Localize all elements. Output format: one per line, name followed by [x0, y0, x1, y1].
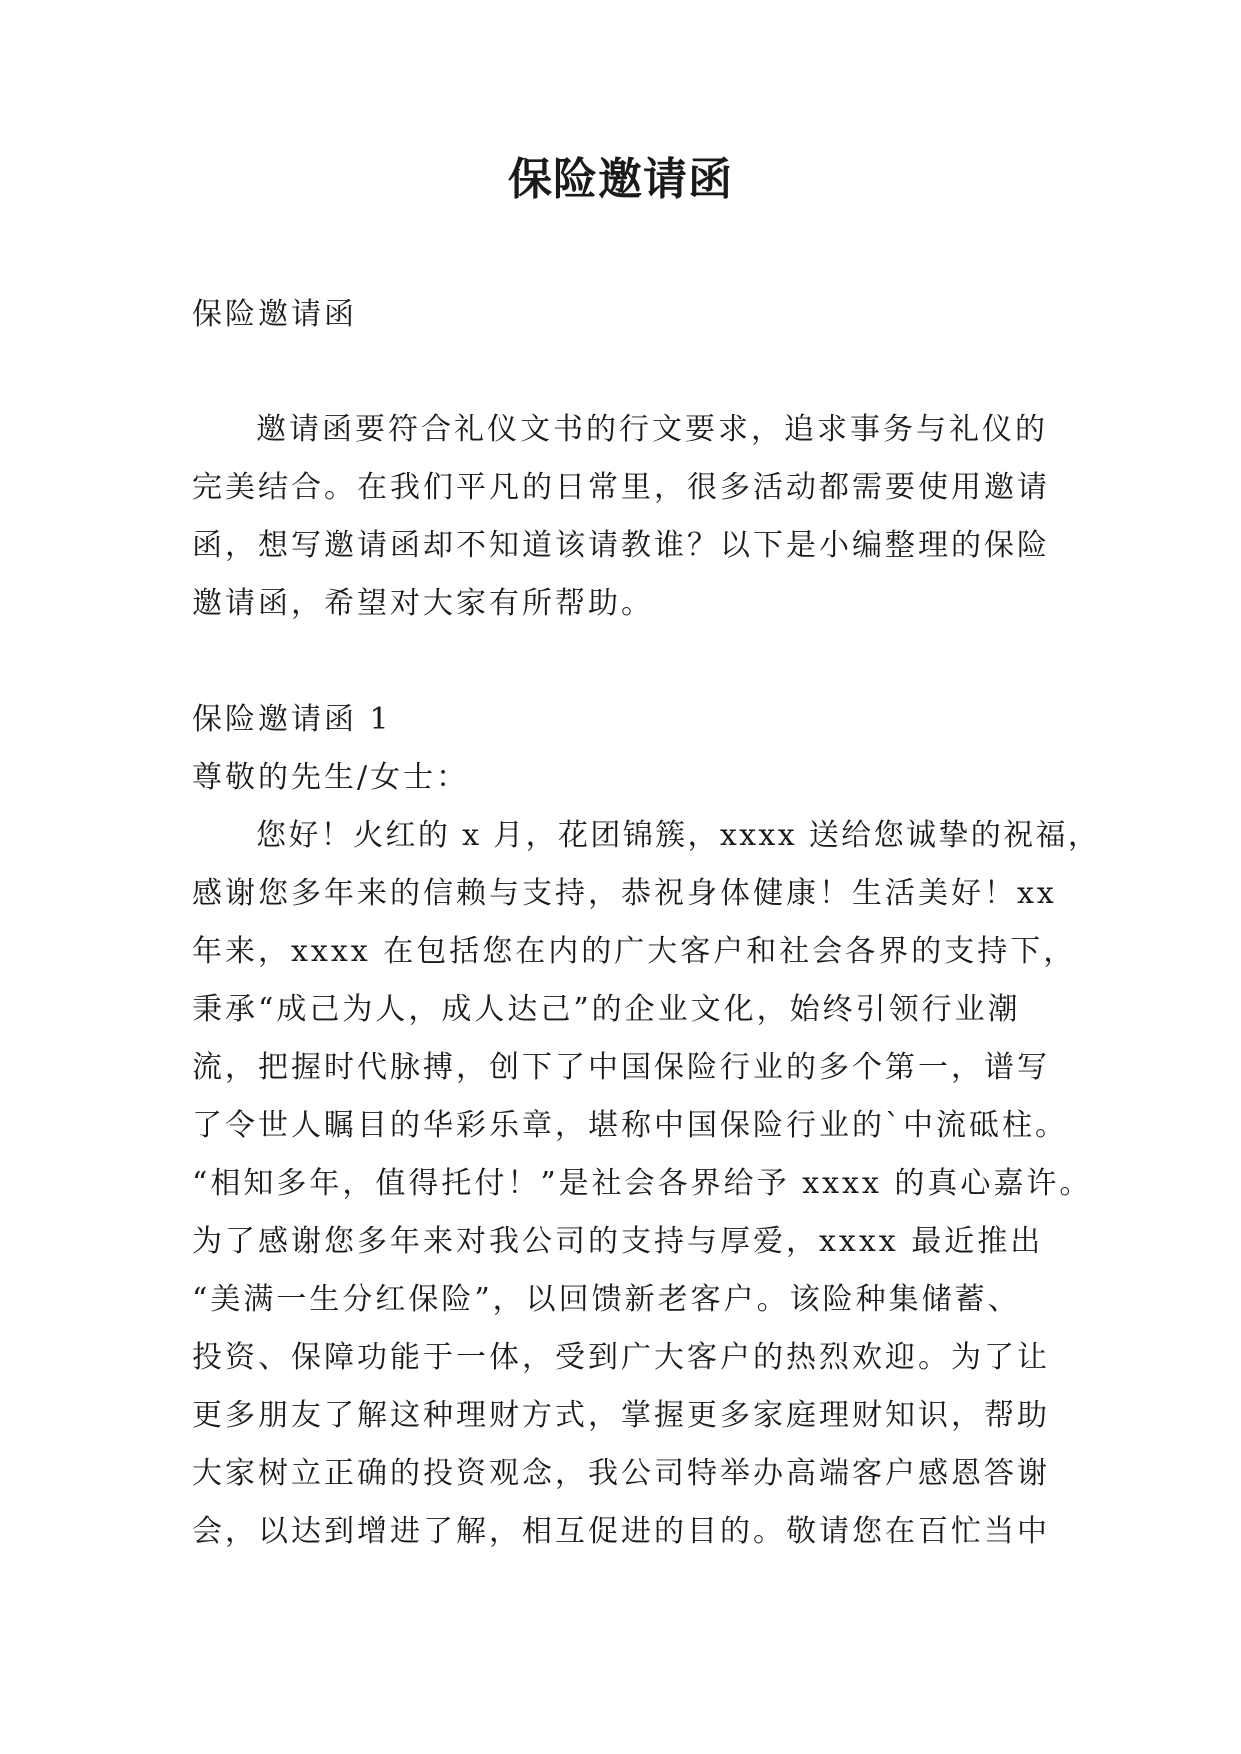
body-line: 会，以达到增进了解，相互促进的目的。敬请您在百忙当中 — [192, 1514, 1050, 1549]
body-line: 感谢您多年来的信赖与支持，恭祝身体健康！生活美好！xx — [192, 876, 1057, 911]
document-subtitle: 保险邀请函 — [192, 297, 357, 332]
intro-line: 完美结合。在我们平凡的日常里，很多活动都需要使用邀请 — [192, 470, 1050, 505]
section-heading: 保险邀请函 1 — [192, 702, 392, 737]
body-line: 投资、保障功能于一体，受到广大客户的热烈欢迎。为了让 — [192, 1340, 1050, 1375]
body-line: 了令世人瞩目的华彩乐章，堪称中国保险行业的`中流砥柱。 — [192, 1108, 1068, 1143]
intro-line: 邀请函，希望对大家有所帮助。 — [192, 586, 654, 621]
intro-line: 邀请函要符合礼仪文书的行文要求，追求事务与礼仪的 — [256, 412, 1048, 447]
body-line: 为了感谢您多年来对我公司的支持与厚爱，xxxx 最近推出 — [192, 1224, 1044, 1259]
body-line: “美满一生分红保险”，以回馈新老客户。该险种集储蓄、 — [192, 1282, 1021, 1317]
body-line: 大家树立正确的投资观念，我公司特举办高端客户感恩答谢 — [192, 1456, 1050, 1491]
body-line: 您好！火红的 x 月，花团锦簇，xxxx 送给您诚挚的祝福， — [256, 818, 1101, 853]
document-title: 保险邀请函 — [508, 154, 733, 205]
body-line: 秉承“成己为人，成人达己”的企业文化，始终引领行业潮 — [192, 992, 1021, 1027]
body-line: 年来，xxxx 在包括您在内的广大客户和社会各界的支持下， — [192, 934, 1077, 969]
intro-line: 函，想写邀请函却不知道该请教谁？以下是小编整理的保险 — [192, 528, 1050, 563]
body-line: 更多朋友了解这种理财方式，掌握更多家庭理财知识，帮助 — [192, 1398, 1050, 1433]
body-line: 流，把握时代脉搏，创下了中国保险行业的多个第一，谱写 — [192, 1050, 1050, 1085]
body-line: “相知多年，值得托付！”是社会各界给予 xxxx 的真心嘉许。 — [192, 1166, 1093, 1201]
salutation: 尊敬的先生/女士： — [192, 760, 470, 795]
